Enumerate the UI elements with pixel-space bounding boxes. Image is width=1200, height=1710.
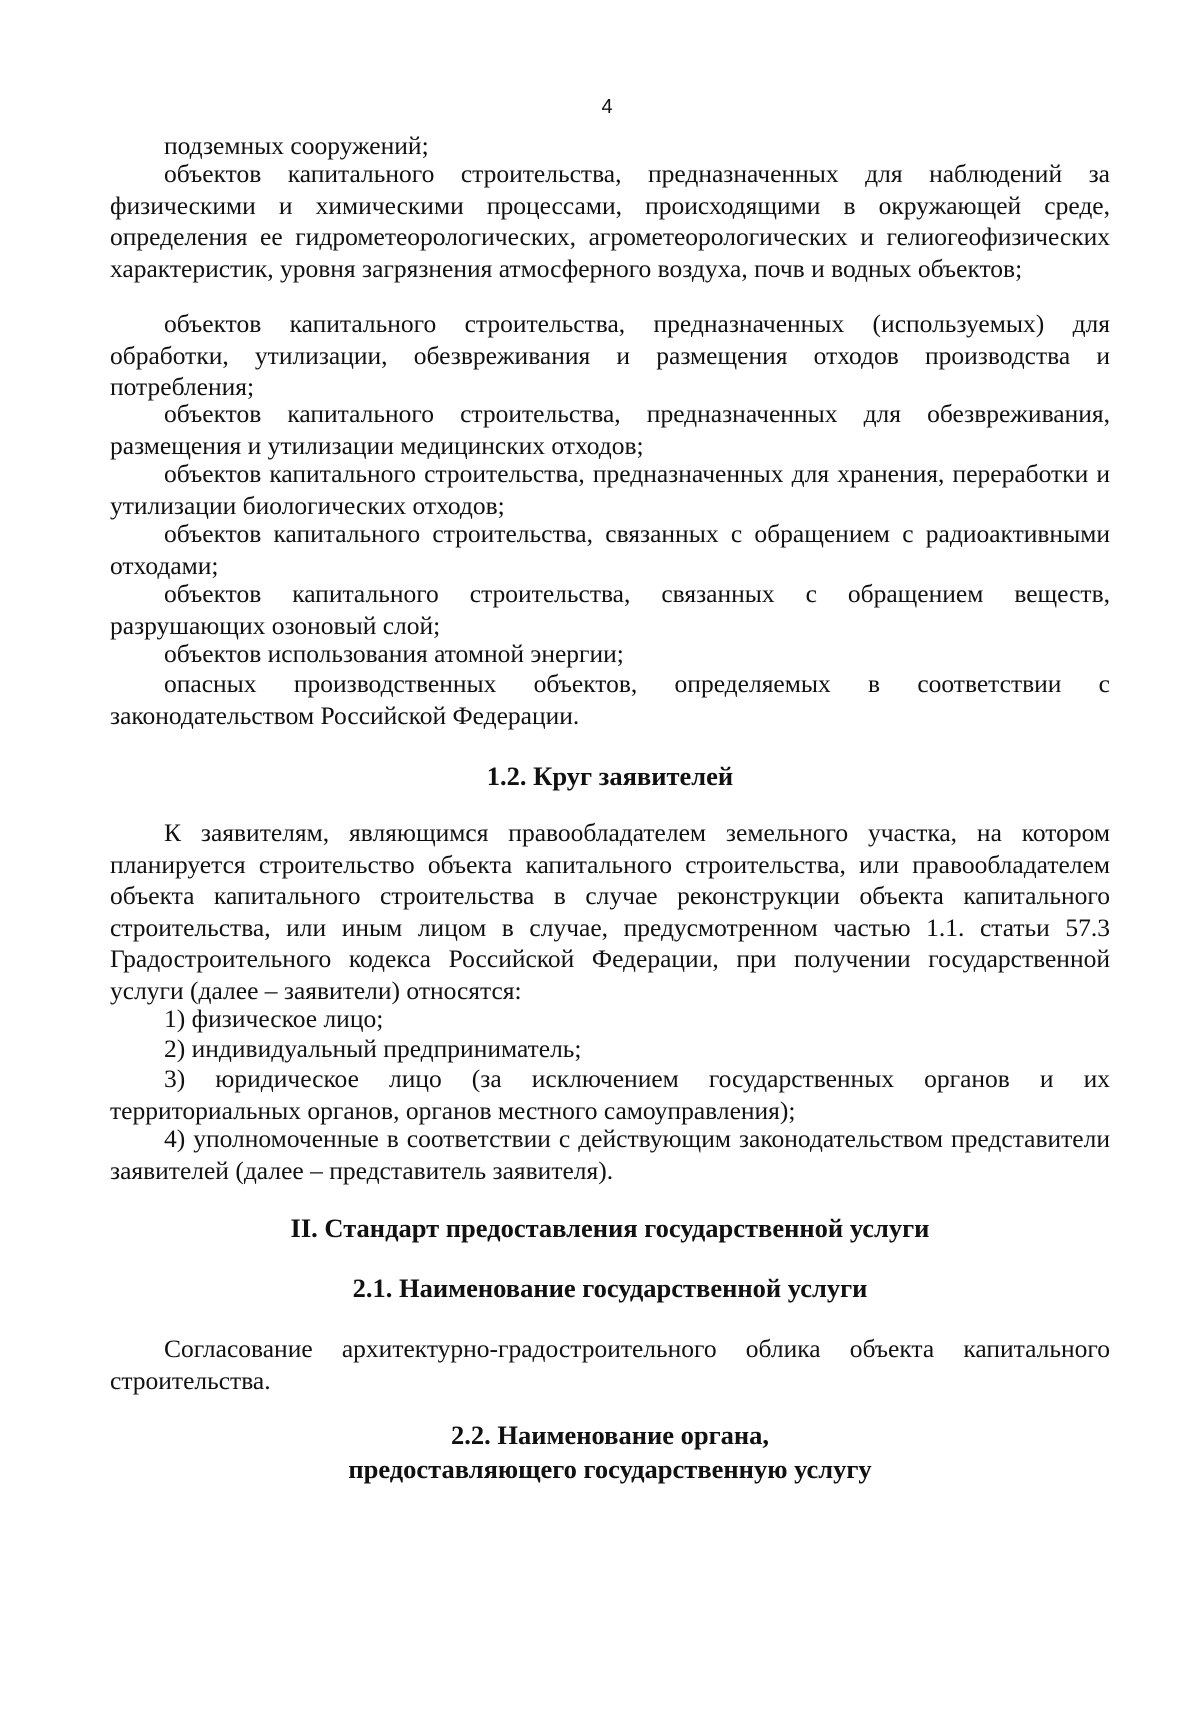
list-item: объектов капитального строительства, предназначенных (используемых) для обработки, утилизации, обезвреживания и размещения отходов производства и потребления;	[110, 309, 1110, 401]
section-heading-1-2: 1.2. Круг заявителей	[486, 761, 734, 791]
applicant-item: 1) физическое лицо;	[164, 1004, 384, 1033]
applicant-item: 3) юридическое лицо (за исключением государственных органов и их территориальных органов, органов местного самоуправления);	[110, 1064, 1110, 1125]
section-heading-2: II. Стандарт предоставления государственной услуги	[290, 1213, 930, 1243]
applicant-item: 2) индивидуальный предприниматель;	[164, 1034, 582, 1063]
page-number: 4	[601, 96, 613, 118]
service-name-paragraph: Согласование архитектурно-градостроительного облика объекта капитального строительства.	[110, 1334, 1110, 1395]
applicant-item: 4) уполномоченные в соответствии с действующим законодательством представители заявителей (далее – представитель заявителя).	[110, 1124, 1110, 1185]
list-item: объектов капитального строительства, предназначенных для хранения, переработки и утилизации биологических отходов;	[110, 459, 1110, 520]
section-heading-2-1: 2.1. Наименование государственной услуги	[352, 1273, 868, 1303]
list-item: подземных сооружений;	[164, 131, 429, 160]
list-item: объектов капитального строительства, связанных с обращением с радиоактивными отходами;	[110, 519, 1110, 580]
list-item: объектов капитального строительства, предназначенных для наблюдений за физическими и химическими процессами, происходящими в окружающей среде, определения ее гидрометеорологических, агрометеорологических и гелиогеофизических характеристик, уровня загрязнения атмосферного воздуха, почв и водных объектов;	[110, 159, 1110, 283]
section-heading-2-2-line1: 2.2. Наименование органа,	[450, 1420, 770, 1450]
list-item: опасных производственных объектов, определяемых в соответствии с законодательством Российской Федерации.	[110, 669, 1110, 730]
applicants-paragraph: К заявителям, являющимся правообладателем земельного участка, на котором планируется строительство объекта капитального строительства, или правообладателем объекта капитального строительства в случае реконструкции объекта капитального строительства, или иным лицом в случае, предусмотренном частью 1.1. статьи 57.3 Градостроительного кодекса Российской Федерации, при получении государственной услуги (далее – заявители) относятся:	[110, 818, 1110, 1005]
section-heading-2-2-line2: предоставляющего государственную услугу	[348, 1454, 872, 1484]
list-item: объектов использования атомной энергии;	[164, 639, 624, 668]
list-item: объектов капитального строительства, предназначенных для обезвреживания, размещения и утилизации медицинских отходов;	[110, 399, 1110, 460]
list-item: объектов капитального строительства, связанных с обращением веществ, разрушающих озоновый слой;	[110, 579, 1110, 640]
